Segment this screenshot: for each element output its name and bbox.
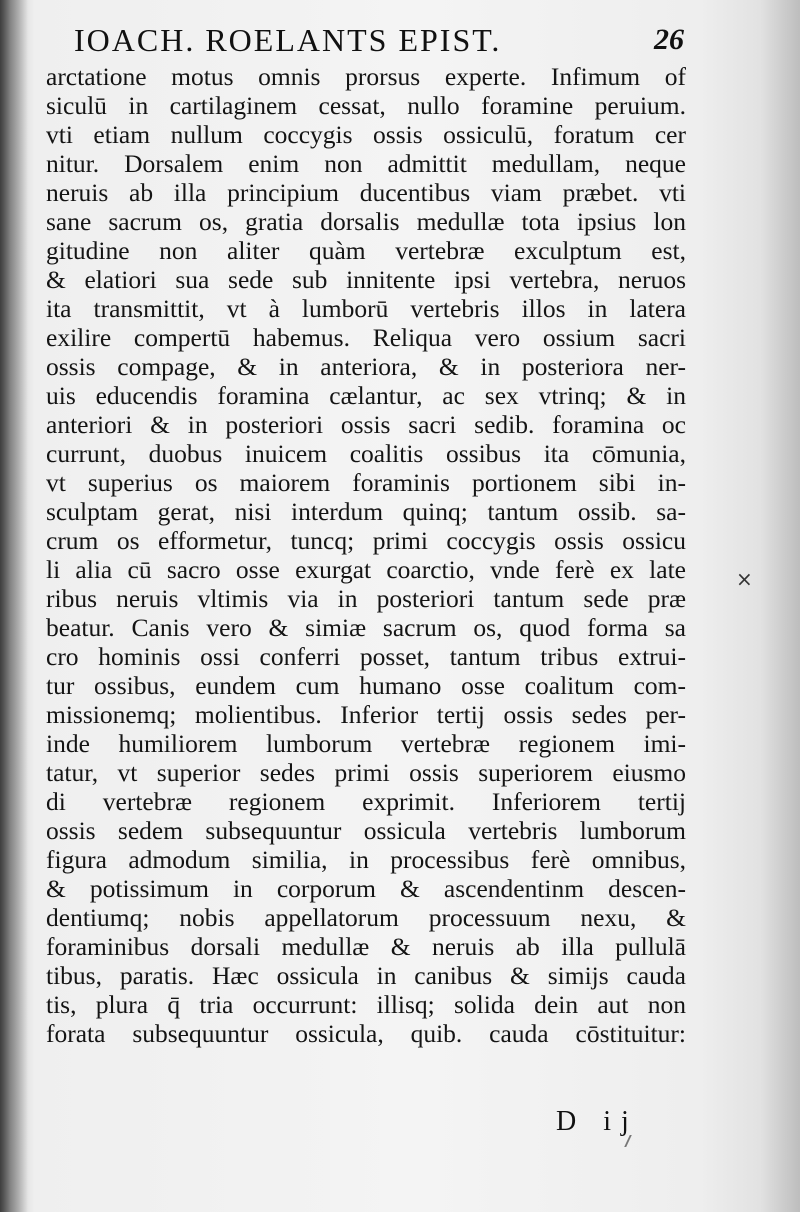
text-line: exilire compertū habemus. Reliqua vero ossium sacri: [46, 323, 686, 352]
text-line: ribus neruis vltimis via in posteriori tantum sede præ: [46, 584, 686, 613]
text-line: ossis compage, & in anteriora, & in posteriora ner-: [46, 352, 686, 381]
text-line: nitur. Dorsalem enim non admittit medullam, neque: [46, 149, 686, 178]
text-line: ossis sedem subsequuntur ossicula vertebris lumborum: [46, 816, 686, 845]
text-line: di vertebræ regionem exprimit. Inferiorem tertij: [46, 787, 686, 816]
text-line: figura admodum similia, in processibus ferè omnibus,: [46, 845, 686, 874]
text-line: tatur, vt superior sedes primi ossis superiorem eiusmo: [46, 758, 686, 787]
text-line: uis educendis foramina cælantur, ac sex vtrinq; & in: [46, 381, 686, 410]
text-line: sculptam gerat, nisi interdum quinq; tantum ossib. sa-: [46, 497, 686, 526]
text-line: foraminibus dorsali medullæ & neruis ab illa pullulā: [46, 932, 686, 961]
text-line: li alia cū sacro osse exurgat coarctio, vnde ferè ex late: [46, 555, 686, 584]
text-line: anteriori & in posteriori ossis sacri sedib. foramina oc: [46, 410, 686, 439]
text-line: & elatiori sua sede sub innitente ipsi vertebra, neruos: [46, 265, 686, 294]
text-line: tibus, paratis. Hæc ossicula in canibus & simijs cauda: [46, 961, 686, 990]
text-line: missionemq; molientibus. Inferior tertij ossis sedes per-: [46, 700, 686, 729]
page-gutter-shadow: [0, 0, 28, 1212]
text-line: ita transmittit, vt à lumborū vertebris illos in latera: [46, 294, 686, 323]
page-header: [74, 22, 684, 60]
text-line: neruis ab illa principium ducentibus viam præbet. vti: [46, 178, 686, 207]
text-line: vti etiam nullum coccygis ossis ossiculū, foratum cer: [46, 120, 686, 149]
margin-mark-icon: ×: [736, 567, 753, 591]
text-line: siculū in cartilaginem cessat, nullo foramine peruium.: [46, 91, 686, 120]
text-line: & potissimum in corporum & ascendentinm descen-: [46, 874, 686, 903]
text-line: arctatione motus omnis prorsus experte. Infimum of: [46, 62, 686, 91]
text-line: inde humiliorem lumborum vertebræ regionem imi-: [46, 729, 686, 758]
body-text: [46, 62, 686, 1048]
text-line: crum os efformetur, tuncq; primi coccygis ossis ossicu: [46, 526, 686, 555]
text-line: gitudine non aliter quàm vertebræ exculptum est,: [46, 236, 686, 265]
running-head: IOACH. ROELANTS EPIST.: [74, 22, 502, 58]
text-line: cro hominis ossi conferri posset, tantum tribus extrui-: [46, 642, 686, 671]
text-line: tur ossibus, eundem cum humano osse coalitum com-: [46, 671, 686, 700]
text-line: dentiumq; nobis appellatorum processuum nexu, &: [46, 903, 686, 932]
text-line: beatur. Canis vero & simiæ sacrum os, quod forma sa: [46, 613, 686, 642]
text-line: sane sacrum os, gratia dorsalis medullæ tota ipsius lon: [46, 207, 686, 236]
page-number: 26: [654, 23, 684, 56]
text-line: forata subsequuntur ossicula, quib. cauda cōstituitur:: [46, 1019, 686, 1048]
signature-mark: D ij: [556, 1106, 639, 1137]
text-line: currunt, duobus inuicem coalitis ossibus ita cōmunia,: [46, 439, 686, 468]
text-line: vt superius os maiorem foraminis portionem sibi in-: [46, 468, 686, 497]
text-line: tis, plura q̄ tria occurrunt: illisq; solida dein aut non: [46, 990, 686, 1019]
